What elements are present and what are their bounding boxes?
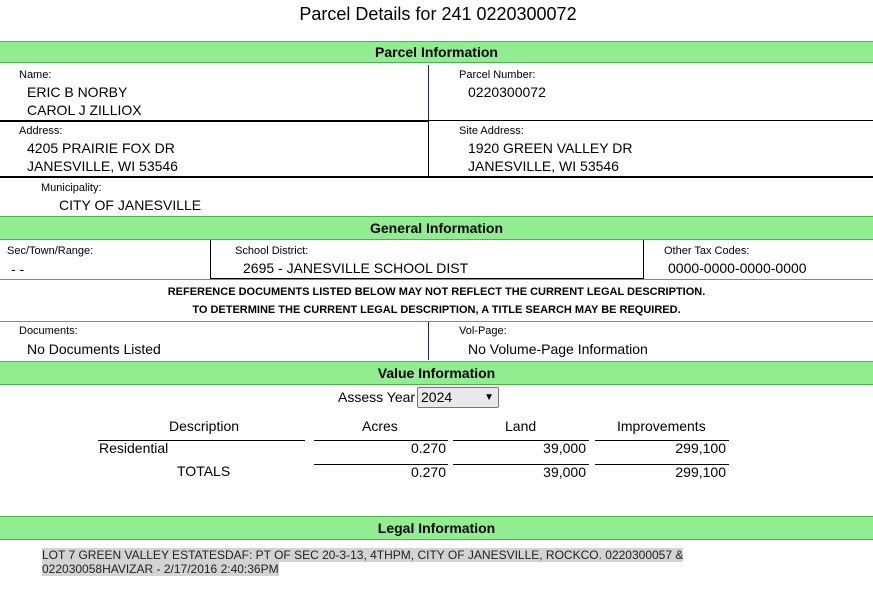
row-divider bbox=[0, 120, 428, 122]
site-address-label: Site Address: bbox=[459, 125, 524, 137]
assess-year-value: 2024 bbox=[421, 389, 453, 405]
row-divider bbox=[0, 279, 873, 280]
row-divider bbox=[0, 176, 873, 178]
other-tax-codes-label: Other Tax Codes: bbox=[664, 245, 750, 257]
parcel-number: 0220300072 bbox=[468, 84, 546, 100]
column-header-acres: Acres bbox=[362, 418, 398, 434]
assess-year-select[interactable] bbox=[417, 387, 499, 408]
totals-land: 39,000 bbox=[543, 464, 586, 480]
legal-description-text: LOT 7 GREEN VALLEY ESTATESDAF: PT OF SEC 20-3-13, 4THPM, CITY OF JANESVILLE, ROCKCO. 0220300057 & 022030058HAVIZAR - 2/17/2016 2:40:36PM bbox=[42, 548, 684, 576]
notice-line-1: REFERENCE DOCUMENTS LISTED BELOW MAY NOT REFLECT THE CURRENT LEGAL DESCRIPTION. bbox=[167, 286, 706, 298]
totals-label: TOTALS bbox=[177, 463, 231, 479]
municipality-label: Municipality: bbox=[41, 182, 102, 194]
other-tax-codes: 0000-0000-0000-0000 bbox=[668, 260, 807, 276]
site-address-line-1: 1920 GREEN VALLEY DR bbox=[468, 140, 633, 156]
notice-line-2: TO DETERMINE THE CURRENT LEGAL DESCRIPTION, A TITLE SEARCH MAY BE REQUIRED. bbox=[192, 304, 681, 316]
column-divider bbox=[428, 322, 429, 360]
row-improvements: 299,100 bbox=[675, 440, 726, 456]
vol-page: No Volume-Page Information bbox=[468, 341, 648, 357]
row-divider bbox=[0, 321, 873, 322]
assess-year-label: Assess Year bbox=[338, 389, 416, 405]
column-divider bbox=[210, 240, 211, 279]
documents: No Documents Listed bbox=[27, 341, 161, 357]
address-label: Address: bbox=[19, 125, 63, 137]
column-divider bbox=[643, 240, 644, 279]
site-address-line-2: JANESVILLE, WI 53546 bbox=[468, 158, 619, 174]
municipality: CITY OF JANESVILLE bbox=[59, 197, 202, 213]
row-description: Residential bbox=[99, 440, 169, 456]
column-header-improvements: Improvements bbox=[617, 418, 706, 434]
vol-page-label: Vol-Page: bbox=[459, 325, 507, 337]
legal-description bbox=[42, 548, 742, 576]
name-label: Name: bbox=[19, 69, 52, 81]
section-header-legal-information: Legal Information bbox=[0, 516, 873, 540]
mailing-address-line-2: JANESVILLE, WI 53546 bbox=[27, 158, 178, 174]
school-district: 2695 - JANESVILLE SCHOOL DIST bbox=[243, 260, 469, 276]
parcel-number-label: Parcel Number: bbox=[459, 69, 536, 81]
row-divider bbox=[428, 120, 873, 121]
chevron-down-icon: ▼ bbox=[484, 392, 494, 403]
column-divider bbox=[428, 65, 429, 121]
section-header-general-information: General Information bbox=[0, 216, 873, 240]
school-district-label: School District: bbox=[235, 245, 309, 257]
column-divider bbox=[428, 121, 429, 177]
column-header-description: Description bbox=[169, 418, 240, 434]
documents-label: Documents: bbox=[19, 325, 78, 337]
owner-name-1: ERIC B NORBY bbox=[27, 84, 128, 100]
column-header-land: Land bbox=[505, 418, 537, 434]
totals-acres: 0.270 bbox=[410, 464, 446, 480]
section-header-value-information: Value Information bbox=[0, 361, 873, 385]
section-header-parcel-information: Parcel Information bbox=[0, 41, 873, 63]
owner-name-2: CAROL J ZILLIOX bbox=[27, 102, 142, 118]
page-title: Parcel Details for 241 0220300072 bbox=[299, 4, 577, 24]
row-land: 39,000 bbox=[543, 440, 586, 456]
mailing-address-line-1: 4205 PRAIRIE FOX DR bbox=[27, 140, 175, 156]
row-acres: 0.270 bbox=[410, 440, 446, 456]
sec-town-range: - - bbox=[11, 261, 25, 277]
sec-town-range-label: Sec/Town/Range: bbox=[7, 245, 94, 257]
totals-improvements: 299,100 bbox=[675, 464, 726, 480]
